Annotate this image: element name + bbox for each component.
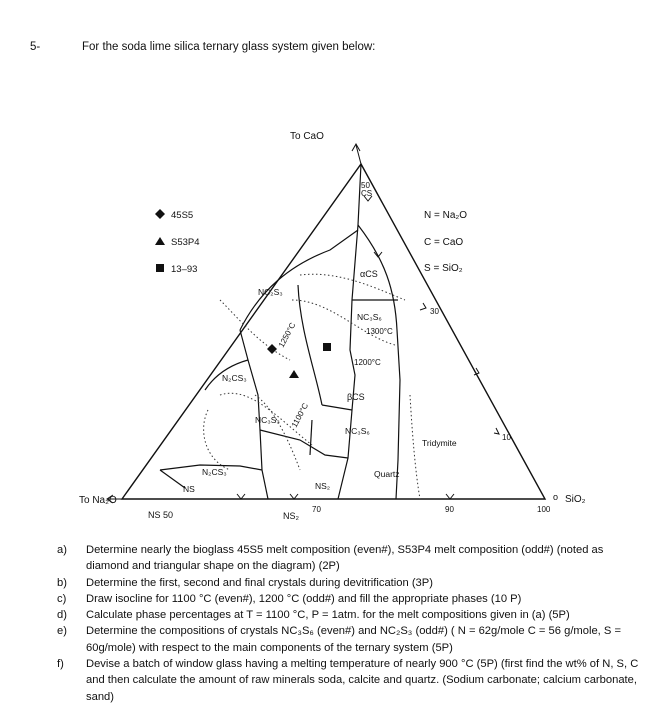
- phase-ns2: NS₂: [315, 481, 331, 491]
- apex-left-label: To Na₂O: [79, 495, 117, 506]
- isotherm-curves: [204, 274, 420, 499]
- phase-nc3s6-lower: NC₃S₆: [345, 426, 370, 436]
- question-text: Determine the first, second and final crystals during devitrification (3P): [86, 576, 433, 589]
- phase-acs: αCS: [360, 269, 378, 279]
- phase-n2cs3: N₂CS₃: [222, 373, 247, 383]
- boundary-bcs-lower: [310, 420, 312, 455]
- question-label: c): [57, 592, 67, 605]
- question-text: Devise a batch of window glass having a melting temperature of nearly 900 °C (5P) (first find the wt% of N, S, C and then calculate the amount of raw minerals soda, calcite and quartz. (Sodium carbonate; calcium carbonate, sand): [86, 658, 639, 703]
- boundary-ns-left: [160, 470, 185, 488]
- problem-number: 5-: [30, 41, 41, 53]
- phase-bcs: βCS: [347, 392, 365, 402]
- legend-label-45s5: 45S5: [171, 210, 194, 221]
- apex-top-label: To CaO: [290, 131, 324, 142]
- question-label: b): [57, 576, 67, 589]
- question-c: [57, 591, 647, 607]
- question-b: [57, 575, 647, 591]
- component-key: [424, 210, 467, 274]
- boundary-ncs5: [260, 430, 348, 458]
- question-label: e): [57, 625, 67, 638]
- question-list: [57, 542, 647, 705]
- boundary-1100: [298, 285, 322, 405]
- phase-n2cs3-low: N₂CS₃: [202, 467, 227, 477]
- apex-right-label: SiO₂: [565, 494, 586, 505]
- phase-nc2s3: NC₂S₃: [258, 287, 283, 297]
- tick-label-10: 10: [502, 433, 511, 442]
- tick-30: [420, 303, 426, 310]
- key-na2o: N = Na₂O: [424, 210, 468, 221]
- phase-nc3s6: NC₃S₆: [357, 312, 382, 322]
- isotherm-1250: [220, 300, 290, 360]
- question-label: a): [57, 544, 67, 556]
- boundary-bcs: [322, 405, 352, 410]
- isotherm-label-1300: 1300°C: [366, 327, 393, 336]
- isotherm-label-1250: 1250°C: [276, 321, 298, 349]
- marker-13-93: [323, 343, 331, 351]
- tick-bottom-left: [237, 494, 245, 499]
- question-text: Determine nearly the bioglass 45S5 melt composition (even#), S53P4 melt composition (odd#) (noted as diamond and triangular shape on the diagram) (2P): [86, 544, 604, 573]
- key-sio2: S = SiO₂: [424, 263, 463, 274]
- phase-ncs5: NC₃S₃: [255, 415, 280, 425]
- legend-square-icon: [156, 264, 164, 272]
- legend-triangle-icon: [155, 237, 165, 245]
- legend-label-13-93: 13–93: [171, 264, 198, 275]
- legend-label-s53p4: S53P4: [171, 237, 200, 248]
- question-text: Calculate phase percentages at T = 1100 °C, P = 1atm. for the melt compositions given in (a) (5P): [86, 609, 570, 622]
- question-text: Determine the compositions of crystals NC₃S₆ (even#) and NC₂S₃ (odd#) ( N = 62g/mole C = 56 g/mole, S = 60g/mole) with respect to the main components of the ternary system (5P): [86, 625, 621, 654]
- isotherm-1200: [292, 300, 395, 345]
- isotherm-tridymite: [410, 395, 420, 499]
- isotherm-low: [204, 410, 230, 470]
- legend: [155, 209, 200, 275]
- marker-45s5: [267, 344, 277, 354]
- tick-10: [494, 428, 499, 434]
- question-label: f): [57, 658, 64, 671]
- marker-s53p4: [289, 370, 299, 378]
- bottom-label-ns2: NS₂: [283, 511, 299, 521]
- question-e: [57, 623, 647, 656]
- phase-boundaries: [160, 164, 400, 499]
- bottom-label-ns50: NS 50: [148, 510, 174, 520]
- boundary-nc2s3-top: [240, 230, 358, 330]
- tick-label-30: 30: [430, 307, 439, 316]
- bottom-label-70: 70: [312, 505, 321, 514]
- question-label: d): [57, 609, 67, 622]
- question-f: [57, 656, 647, 705]
- tick-label-cs: CS: [361, 189, 373, 198]
- isotherm-label-1200: 1200°C: [354, 358, 381, 367]
- apex-right-symbol: o: [553, 492, 559, 502]
- isotherm-label-1100: 1100°C: [289, 401, 311, 429]
- phase-quartz: Quartz: [374, 469, 400, 479]
- tick-ns2: [290, 494, 298, 499]
- problem-intro-text: For the soda lime silica ternary glass system given below:: [82, 41, 376, 53]
- boundary-central: [338, 164, 361, 499]
- question-a: [57, 542, 647, 575]
- question-d: [57, 607, 647, 623]
- bottom-label-100: 100: [537, 505, 551, 514]
- key-cao: C = CaO: [424, 237, 464, 248]
- legend-diamond-icon: [155, 209, 165, 219]
- phase-labels: [183, 269, 457, 494]
- phase-tridymite: Tridymite: [422, 438, 457, 448]
- question-text: Draw isocline for 1100 °C (even#), 1200 °C (odd#) and fill the appropriate phases (10 P): [86, 592, 522, 605]
- tick-label-50: 50: [361, 181, 370, 190]
- tick-90: [446, 494, 454, 499]
- phase-ns: NS: [183, 484, 195, 494]
- bottom-label-90: 90: [445, 505, 454, 514]
